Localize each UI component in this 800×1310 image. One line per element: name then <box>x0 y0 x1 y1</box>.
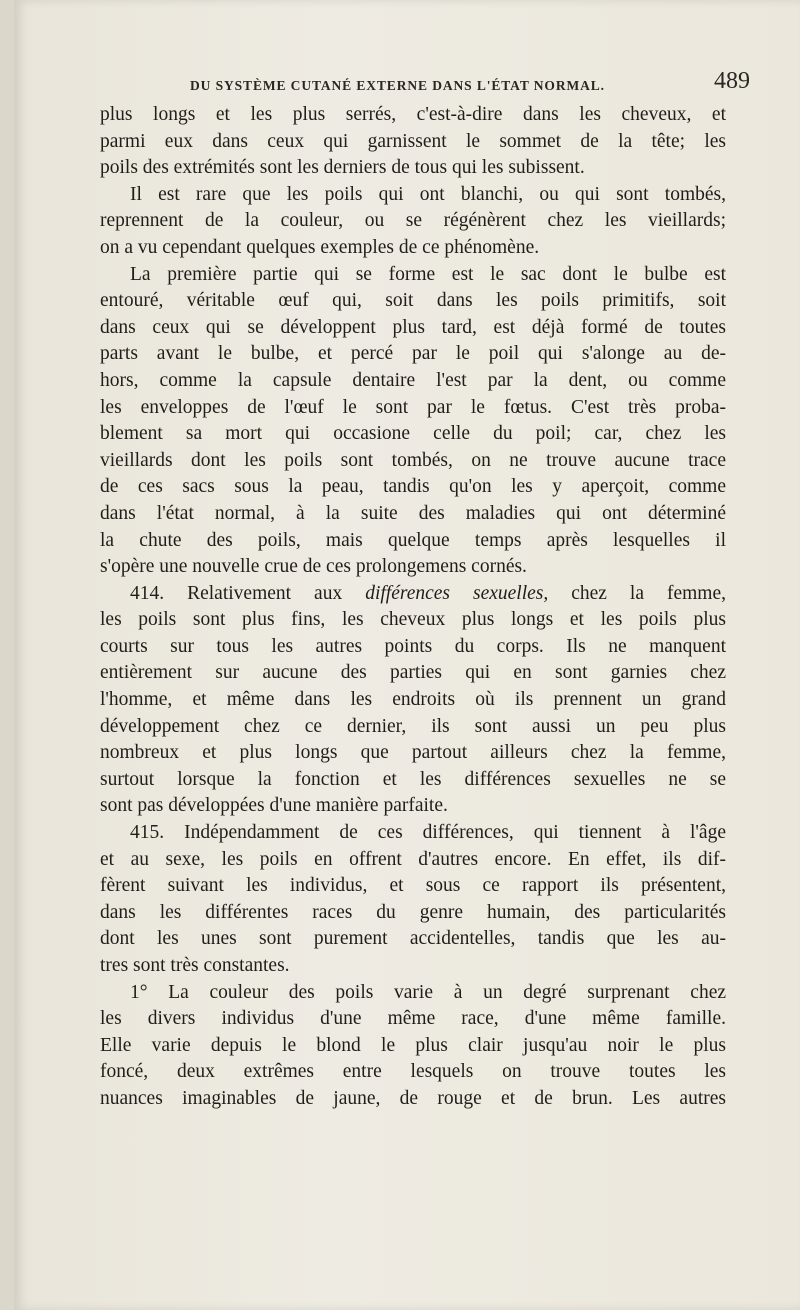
text-line: les poils sont plus fins, les cheveux plus longs et les poils plus <box>100 609 726 631</box>
text-line: dont les unes sont purement accidentelles, tandis que les au- <box>100 928 726 950</box>
text-line: La première partie qui se forme est le sac dont le bulbe est <box>130 263 726 285</box>
text-line: tres sont très constantes. <box>100 955 290 976</box>
text-line: de ces sacs sous la peau, tandis qu'on les y aperçoit, comme <box>100 476 726 498</box>
text-segment: 414. Relativement aux <box>130 582 366 604</box>
text-line: poils des extrémités sont les derniers de tous qui les subissent. <box>100 157 585 179</box>
text-line: dans l'état normal, à la suite des maladies qui ont déterminé <box>100 502 726 524</box>
page-number: 489 <box>714 68 750 94</box>
text-line <box>100 581 726 608</box>
text-line: foncé, deux extrêmes entre lesquels on trouve toutes les <box>100 1061 726 1083</box>
text-line: on a vu cependant quelques exemples de ce phénomène. <box>100 236 540 258</box>
text-line: courts sur tous les autres points du corps. Ils ne manquent <box>100 635 726 657</box>
text-line: reprennent de la couleur, ou se régénèrent chez les vieillards; <box>100 210 726 232</box>
text-line: la chute des poils, mais quelque temps après lesquelles il <box>100 529 726 551</box>
text-line: dans les différentes races du genre humain, des particularités <box>100 901 726 923</box>
text-line: hors, comme la capsule dentaire l'est par la dent, ou comme <box>100 369 726 391</box>
text-line: sont pas développées d'une manière parfaite. <box>100 795 448 817</box>
book-page <box>14 0 800 1310</box>
text-line: Elle varie depuis le blond le plus clair jusqu'au noir le plus <box>100 1034 726 1056</box>
text-line: vieillards dont les poils sont tombés, on ne trouve aucune trace <box>100 449 726 471</box>
text-line: et au sexe, les poils en offrent d'autres encore. En effet, ils dif- <box>100 848 726 870</box>
text-line: développement chez ce dernier, ils sont aussi un peu plus <box>100 715 726 737</box>
text-line: 415. Indépendamment de ces différences, qui tiennent à l'âge <box>130 822 726 844</box>
text-line: surtout lorsque la fonction et les différences sexuelles ne se <box>100 768 726 790</box>
text-line: plus longs et les plus serrés, c'est-à-dire dans les cheveux, et <box>100 104 726 125</box>
text-line: parmi eux dans ceux qui garnissent le sommet de la tête; les <box>100 130 726 152</box>
text-line: dans ceux qui se développent plus tard, est déjà formé de toutes <box>100 316 726 338</box>
text-line: entouré, véritable œuf qui, soit dans les poils primitifs, soit <box>100 290 726 312</box>
text-line: nuances imaginables de jaune, de rouge et de brun. Les autres <box>100 1087 726 1109</box>
italic-term: différences sexuelles, <box>365 582 549 604</box>
text-line: s'opère une nouvelle crue de ces prolongemens cornés. <box>100 556 527 578</box>
text-line: Il est rare que les poils qui ont blanchi, ou qui sont tombés, <box>130 183 726 205</box>
text-line: 1° La couleur des poils varie à un degré surprenant chez <box>130 981 726 1003</box>
text-line: parts avant le bulbe, et percé par le poil qui s'alonge au de- <box>100 343 726 365</box>
text-line: blement sa mort qui occasione celle du poil; car, chez les <box>100 423 726 445</box>
text-line: entièrement sur aucune des parties qui en sont garnies chez <box>100 662 726 684</box>
text-line: les divers individus d'une même race, d'une même famille. <box>100 1008 726 1030</box>
text-segment: chez la femme, <box>548 582 726 604</box>
body-text <box>100 102 726 1113</box>
text-line: l'homme, et même dans les endroits où ils prennent un grand <box>100 689 726 711</box>
text-line: fèrent suivant les individus, et sous ce rapport ils présentent, <box>100 875 726 897</box>
text-line: les enveloppes de l'œuf le sont par le fœtus. C'est très proba- <box>100 396 726 418</box>
running-head: DU SYSTÈME CUTANÉ EXTERNE DANS L'ÉTAT NORMAL. <box>190 78 605 93</box>
text-line: nombreux et plus longs que partout ailleurs chez la femme, <box>100 742 726 764</box>
